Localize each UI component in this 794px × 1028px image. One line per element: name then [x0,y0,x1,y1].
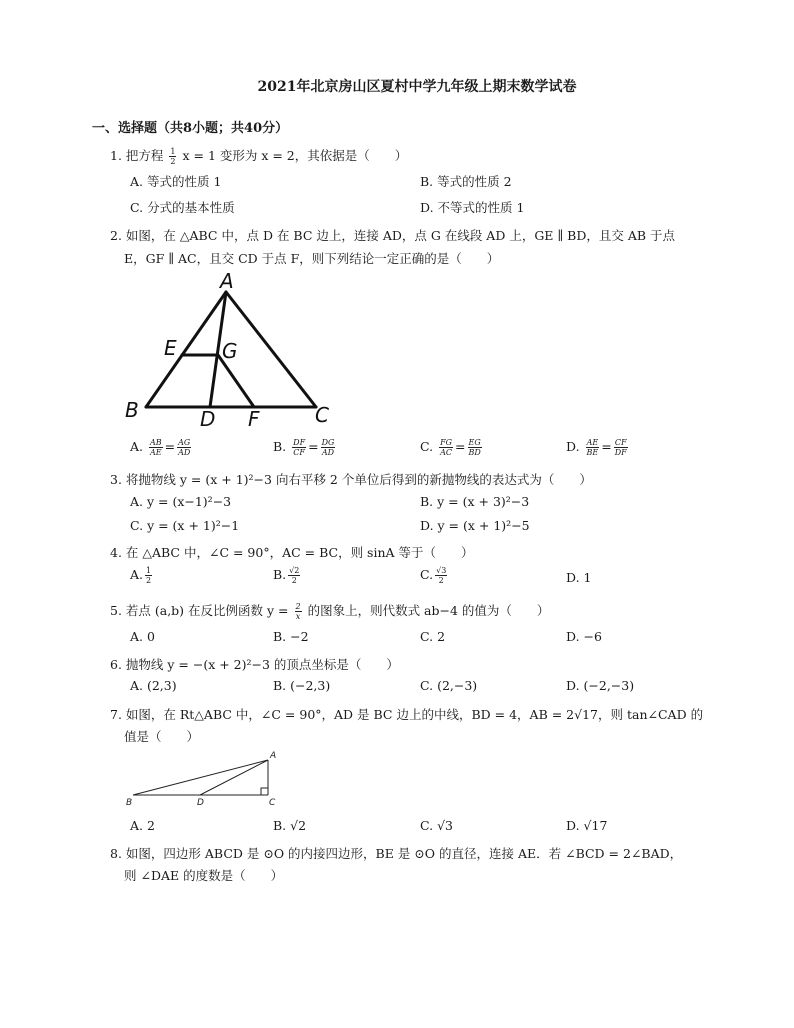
q7-label-b: B [126,798,133,808]
q6-option-c[interactable]: C. (2,−3) [420,678,478,693]
q2-option-c[interactable]: C. $\frac{FG}{AC}$ = $\frac{EG}{BD}$ [420,438,481,457]
q3-option-a[interactable]: A. y = (x−1)²−3 [130,494,232,509]
q2-label-e: E [164,336,177,360]
question-7-line-1: 7. 如图，在 Rt△ABC 中，∠C = 90°，AD 是 BC 边上的中线，BD = 4，AB = 2√17，则 tan∠CAD 的 [110,707,704,722]
q7-option-d[interactable]: D. √17 [566,818,608,833]
q2-option-b[interactable]: B. $\frac{DF}{CF}$ = $\frac{DG}{AD}$ [273,438,335,457]
question-3-stem: 3. 将抛物线 y = (x + 1)²−3 向右平移 2 个单位后得到的新抛物线的表达式为（ ） [110,472,592,487]
q4-option-b[interactable]: B. $\frac{√2}{2}$ [273,566,300,585]
question-6-stem: 6. 抛物线 y = −(x + 2)²−3 的顶点坐标是（ ） [110,657,399,672]
q1-option-c[interactable]: C. 分式的基本性质 [130,200,235,215]
q5-option-a[interactable]: A. 0 [130,629,155,644]
q5-option-d[interactable]: D. −6 [566,629,602,644]
q2-label-a: A [220,272,234,293]
q2-line-ac [226,292,316,407]
q7-option-c[interactable]: C. √3 [420,818,453,833]
q5-option-c[interactable]: C. 2 [420,629,446,644]
question-1-stem [110,146,407,166]
q2-label-f: F [248,407,260,431]
q4-option-c[interactable]: C. $\frac{√3}{2}$ [420,566,447,585]
q1-text-pre: 1. 把方程 [110,148,164,163]
page-title: 2021年北京房山区夏村中学九年级上期末数学试卷 [257,79,577,95]
question-2-line-2: E，GF ∥ AC，且交 CD 于点 F，则下列结论一定正确的是（ ） [124,251,500,266]
q7-label-a: A [270,751,277,761]
q3-option-d[interactable]: D. y = (x + 1)²−5 [420,518,530,533]
q5-option-b[interactable]: B. −2 [273,629,309,644]
q6-option-b[interactable]: B. (−2,3) [273,678,331,693]
q1-option-d[interactable]: D. 不等式的性质 1 [420,200,525,215]
q2-option-a[interactable]: A. $\frac{AB}{AE}$ = $\frac{AG}{AD}$ [130,438,191,457]
question-7-line-2: 值是（ ） [124,729,200,744]
q2-triangle-figure [120,272,350,432]
q1-option-b[interactable]: B. 等式的性质 2 [420,174,512,189]
q2-option-d[interactable]: D. $\frac{AE}{BE}$ = $\frac{CF}{DF}$ [566,438,627,457]
q4-option-a[interactable]: A. $\frac{1}{2}$ [130,566,152,585]
q2-line-ab [146,292,226,407]
question-5-stem: 5. 若点 (a,b) 在反比例函数 y = $\frac{2}{x}$ 的图象上，则代数式 ab−4 的值为（ ） [110,602,550,621]
q1-text-post: x = 1 变形为 x = 2，其依据是（ ） [182,148,408,163]
q6-option-d[interactable]: D. (−2,−3) [566,678,635,693]
q7-label-c: C [269,798,276,808]
q7-label-d: D [197,798,204,808]
q2-label-b: B [125,398,139,422]
q7-option-a[interactable]: A. 2 [130,818,155,833]
question-4-stem: 4. 在 △ABC 中，∠C = 90°，AC = BC，则 sinA 等于（ ） [110,545,474,560]
q2-label-d: D [200,407,216,431]
question-8-line-1: 8. 如图，四边形 ABCD 是 ⊙O 的内接四边形，BE 是 ⊙O 的直径，连接 AE．若 ∠BCD = 2∠BAD， [110,846,683,861]
section-heading: 一、选择题（共8小题；共40分） [92,121,289,136]
question-2-line-1: 2. 如图，在 △ABC 中，点 D 在 BC 边上，连接 AD，点 G 在线段 AD 上，GE ∥ BD，且交 AB 于点 [110,228,676,243]
q7-option-b[interactable]: B. √2 [273,818,307,833]
q7-right-triangle-figure [120,748,290,810]
question-8-line-2: 则 ∠DAE 的度数是（ ） [124,868,284,883]
q2-label-c: C [315,403,329,427]
q3-option-b[interactable]: B. y = (x + 3)²−3 [420,494,530,509]
q4-option-d[interactable]: D. 1 [566,570,592,585]
q2-label-g: G [222,339,238,363]
q3-option-c[interactable]: C. y = (x + 1)²−1 [130,518,240,533]
q6-option-a[interactable]: A. (2,3) [130,678,177,693]
q1-option-a[interactable]: A. 等式的性质 1 [130,174,222,189]
q1-fraction: $\frac{1}{2}$ [170,147,176,166]
